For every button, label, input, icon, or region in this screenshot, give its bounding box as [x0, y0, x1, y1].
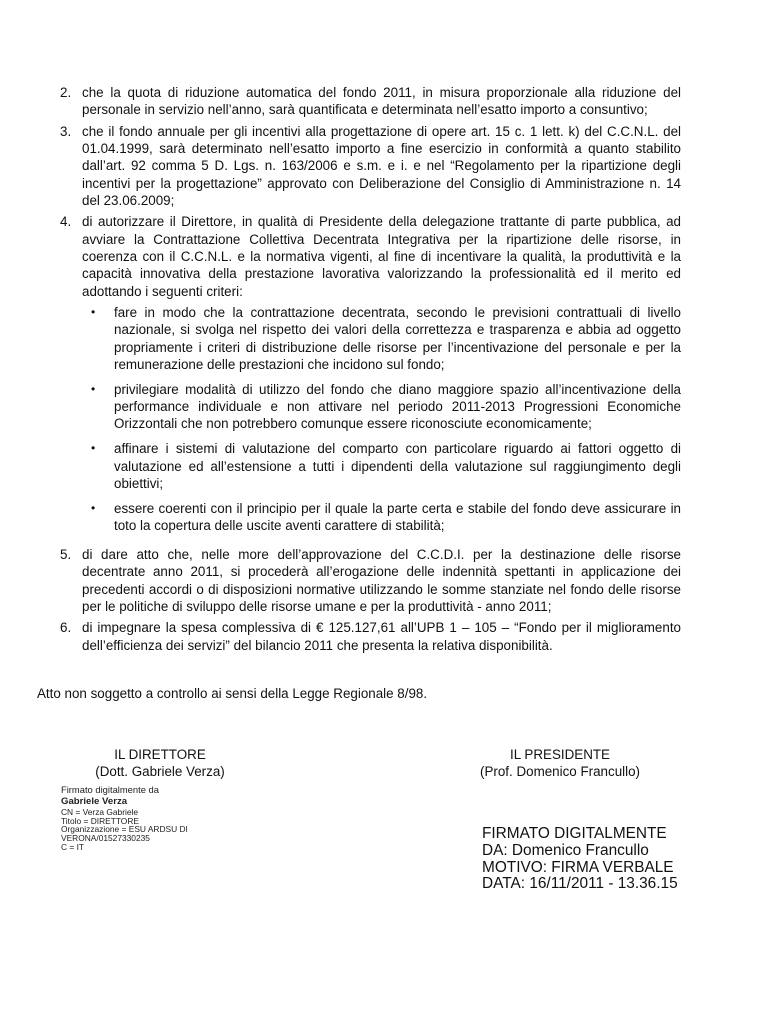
stamp-line: C = IT [61, 841, 85, 852]
bullet-text: privilegiare modalità di utilizzo del fondo che diano maggiore spazio all’incentivazione della performance individuale e non attivare nel periodo 2011-2013 Progressioni Economiche Orizzontali che non potrebbero comunque essere riconosciute economicamente; [114, 381, 681, 432]
stamp-header: Firmato digitalmente da [61, 784, 159, 795]
digital-signature-line: DATA: 16/11/2011 - 13.36.15 [482, 875, 678, 893]
list-number: 5. [60, 547, 72, 563]
list-item-text: di impegnare la spesa complessiva di € 125.127,61 all’UPB 1 – 105 – “Fondo per il miglioramento dell’efficienza dei servizi” del bilancio 2011 che presenta la relativa disponibilità. [82, 620, 681, 653]
list-number: 6. [60, 620, 72, 636]
stamp-signer-name: Gabriele Verza [61, 795, 128, 807]
bullet-item [82, 381, 681, 433]
list-item-4 [60, 213, 681, 541]
list-number: 2. [60, 85, 72, 100]
president-signature-block [460, 746, 660, 780]
list-item-text: che il fondo annuale per gli incentivi alla progettazione di opere art. 15 c. 1 lett. k) del C.C.N.L. del 01.04.1999, sarà determinato nell’esatto importo a fine esercizio in conformità a quanto stabilito dall’art. 92 comma 5 D. Lgs. n. 163/2006 e s.m. e i. e nel “Regolamento per la ripartizione degli incentivi per la progettazione” approvato con Deliberazione del Consiglio di Amministrazione n. 14 del 23.06.2009; [82, 123, 681, 208]
list-item-3 [60, 123, 681, 209]
list-item-text: di autorizzare il Direttore, in qualità di Presidente della delegazione trattante di parte pubblica, ad avviare la Contrattazione Collettiva Decentrata Integrativa per la ripartizione delle risorse, in coerenza con il C.C.N.L. e la normativa vigenti, al fine di incentivare la qualità, la produttività e la capacità innovativa della prestazione lavorativa valorizzando la professionalità ed il merito ed adottando i seguenti criteri: [82, 214, 681, 299]
director-name: (Dott. Gabriele Verza) [95, 764, 225, 779]
list-number: 4. [60, 214, 72, 230]
bullet-icon: • [91, 381, 96, 396]
numbered-list [60, 84, 681, 658]
list-item-text: che la quota di riduzione automatica del fondo 2011, in misura proporzionale alla riduzione del personale in servizio nell’anno, sarà quantificata e determinata nell’esatto importo a consuntivo; [82, 85, 681, 118]
bullet-icon: • [91, 500, 96, 515]
stamp-line: VERONA/01527330235 [61, 832, 150, 843]
list-item-5 [60, 546, 681, 615]
bullet-item [82, 500, 681, 535]
stamp-line: CN = Verza Gabriele [61, 807, 139, 818]
digital-signature-line: FIRMATO DIGITALMENTE [482, 825, 667, 842]
bullet-text: affinare i sistemi di valutazione del comparto con particolare riguardo ai fattori oggetto di valutazione ed all’estensione a tutti i dipendenti della valutazione sul raggiungimento degli obiettivi; [114, 441, 681, 491]
bullet-item [82, 440, 681, 492]
digital-signature-line: DA: Domenico Francullo [482, 841, 649, 859]
legal-note: Atto non soggetto a controllo ai sensi della Legge Regionale 8/98. [37, 686, 428, 701]
bullet-text: fare in modo che la contrattazione decentrata, secondo le previsioni contrattuali di livello nazionale, si svolga nel rispetto dei valori della correttezza e trasparenza e abbia ad oggetto propriamente i criteri di distribuzione delle risorse per l’incentivazione del personale e per la remunerazione delle prestazioni che incidono sul fondo; [114, 304, 681, 372]
president-title: IL PRESIDENTE [510, 747, 610, 762]
president-digital-signature [482, 826, 678, 893]
list-item-text: di dare atto che, nelle more dell’approvazione del C.C.D.I. per la destinazione delle risorse decentrate anno 2011, si procederà all’erogazione delle indennità spettanti in applicazione dei precedenti accordi o di disposizioni normative utilizzando le somme stanziate nel fondo delle risorse per le politiche di sviluppo delle risorse umane e per la produttività - anno 2011; [82, 547, 681, 614]
director-signature-block [60, 746, 260, 780]
bullet-icon: • [91, 304, 96, 319]
director-title: IL DIRETTORE [114, 747, 206, 762]
director-digital-stamp [61, 786, 271, 851]
list-item-2 [60, 84, 681, 119]
bullet-text: essere coerenti con il principio per il quale la parte certa e stabile del fondo deve assicurare in toto la copertura delle uscite aventi carattere di stabilità; [114, 500, 681, 533]
president-name: (Prof. Domenico Francullo) [480, 764, 640, 779]
stamp-line: Organizzazione = ESU ARDSU DI [61, 824, 188, 835]
stamp-line: Titolo = DIRETTORE [61, 815, 139, 826]
bullet-item [82, 304, 681, 373]
list-item-6 [60, 619, 681, 654]
bullet-icon: • [91, 441, 96, 456]
criteria-bullet-list [82, 304, 681, 534]
list-number: 3. [60, 123, 72, 139]
digital-signature-line: MOTIVO: FIRMA VERBALE [482, 858, 674, 876]
